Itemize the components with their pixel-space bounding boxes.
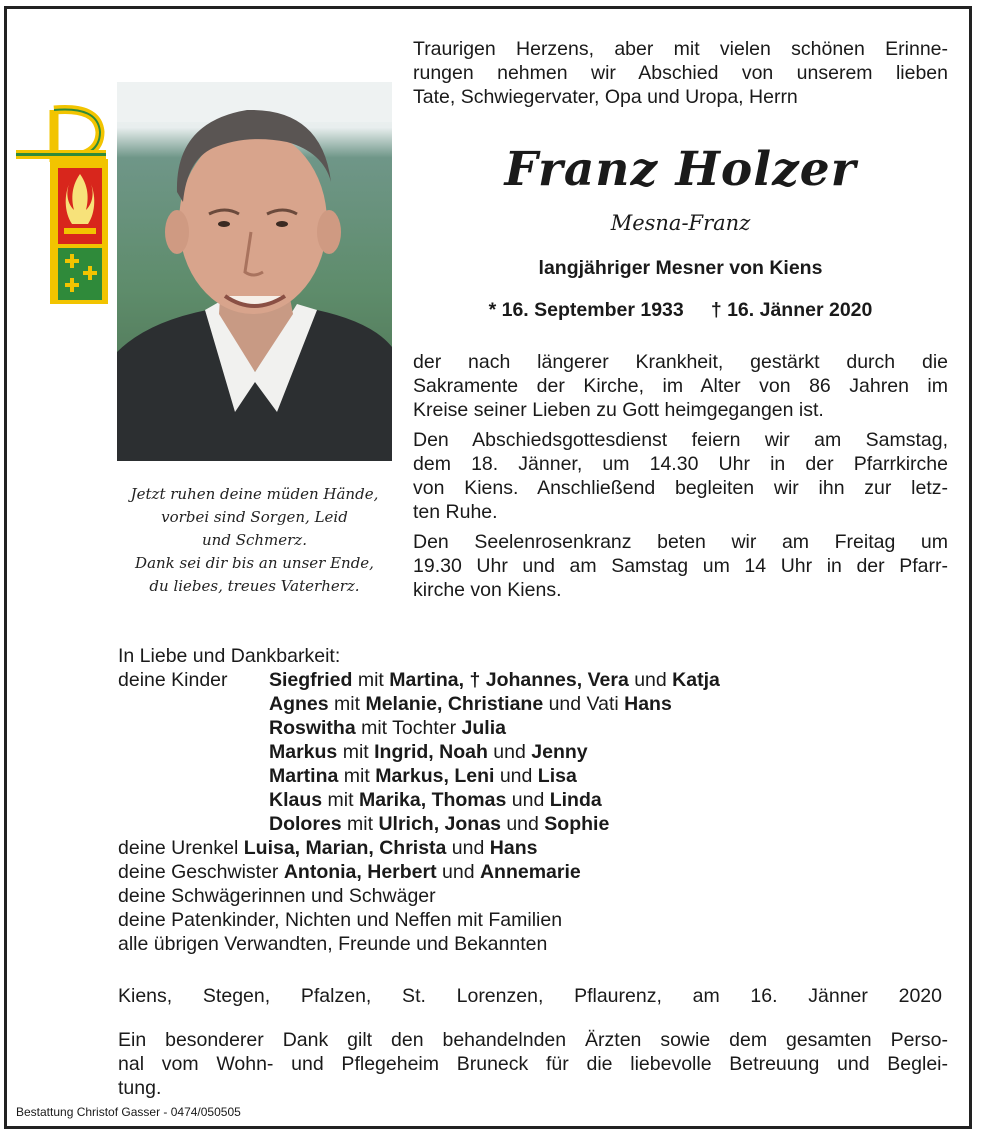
portrait-photo bbox=[117, 82, 392, 461]
paragraph-line: kirche von Kiens. bbox=[413, 579, 562, 601]
paragraph-line: Den Seelenrosenkranz beten wir am Freitag um bbox=[413, 531, 948, 553]
child-name: Dolores bbox=[269, 813, 342, 835]
poem-line: du liebes, treues Vaterherz. bbox=[149, 577, 360, 595]
connector: mit Tochter bbox=[355, 717, 462, 739]
child-name: Agnes bbox=[269, 693, 329, 715]
others-row: alle übrigen Verwandten, Freunde und Bekannten bbox=[118, 933, 548, 955]
partner-names: Marika, Thomas bbox=[358, 789, 507, 811]
death-date: † 16. Jänner 2020 bbox=[710, 299, 873, 321]
intro-line: Traurigen Herzens, aber mit vielen schönen Erinne- bbox=[413, 38, 948, 60]
child-name: Roswitha bbox=[269, 717, 356, 739]
siblings-label: deine Geschwister bbox=[118, 861, 284, 883]
life-dates bbox=[413, 297, 948, 323]
siblings-names: Antonia, Herbert bbox=[283, 861, 437, 883]
intro-line: rungen nehmen wir Abschied von unserem lieben bbox=[413, 62, 948, 84]
children-row bbox=[118, 668, 720, 692]
thanks-text bbox=[118, 1028, 948, 1100]
connector: und bbox=[628, 669, 673, 691]
last-name: Sophie bbox=[544, 813, 610, 835]
poem-line: Jetzt ruhen deine müden Hände, bbox=[130, 485, 379, 503]
children-row bbox=[118, 740, 720, 764]
paragraph-rosary bbox=[413, 530, 948, 602]
paragraph-line: Sakramente der Kirche, im Alter von 86 Jahren im bbox=[413, 375, 948, 397]
greatgrandchildren-last: Hans bbox=[489, 837, 538, 859]
intro-text bbox=[413, 37, 948, 109]
poem-line: vorbei sind Sorgen, Leid bbox=[161, 508, 348, 526]
connector: mit bbox=[341, 813, 379, 835]
paragraph-line: Kreise seiner Lieben zu Gott heimgegangen ist. bbox=[413, 399, 824, 421]
greatgrandchildren-names: Luisa, Marian, Christa bbox=[243, 837, 447, 859]
child-name: Klaus bbox=[269, 789, 323, 811]
thanks-line: Ein besonderer Dank gilt den behandelnden Ärzten sowie dem gesamten Perso- bbox=[118, 1029, 948, 1051]
poem-line: Dank sei dir bis an unser Ende, bbox=[135, 554, 374, 572]
paragraph-line: von Kiens. Anschließend begleiten wir ihn zur letz- bbox=[413, 477, 948, 499]
paragraph-line: Den Abschiedsgottesdienst feiern wir am Samstag, bbox=[413, 429, 948, 451]
paragraph-line: ten Ruhe. bbox=[413, 501, 498, 523]
connector: und bbox=[494, 765, 538, 787]
greatgrandchildren-label: deine Urenkel bbox=[118, 837, 244, 859]
inlaws-row: deine Schwägerinnen und Schwäger bbox=[118, 885, 436, 907]
partner-names: Melanie, Christiane bbox=[365, 693, 544, 715]
last-name: Lisa bbox=[537, 765, 577, 787]
partner-names: Ingrid, Noah bbox=[374, 741, 488, 763]
family-list bbox=[118, 644, 720, 956]
connector: und bbox=[500, 813, 545, 835]
last-name: Linda bbox=[549, 789, 602, 811]
last-name: Katja bbox=[672, 669, 720, 691]
nickname: Mesna-Franz bbox=[610, 211, 751, 235]
children-label: deine Kinder bbox=[118, 669, 228, 691]
paragraph-line: der nach längerer Krankheit, gestärkt durch die bbox=[413, 351, 948, 373]
connector: mit bbox=[328, 693, 366, 715]
partner-names: Markus, Leni bbox=[375, 765, 495, 787]
last-name: Jenny bbox=[531, 741, 588, 763]
poem-line: und Schmerz. bbox=[202, 531, 307, 549]
thanks-line: tung. bbox=[118, 1077, 162, 1099]
partner-names: Ulrich, Jonas bbox=[378, 813, 501, 835]
place-date: Kiens, Stegen, Pfalzen, St. Lorenzen, Pflaurenz, am 16. Jänner 2020 bbox=[118, 985, 942, 1007]
role: langjähriger Mesner von Kiens bbox=[538, 257, 823, 279]
family-intro: In Liebe und Dankbarkeit: bbox=[118, 645, 341, 667]
children-row bbox=[118, 788, 720, 812]
connector: mit bbox=[338, 765, 376, 787]
birth-date: * 16. September 1933 bbox=[488, 299, 684, 321]
godchildren-row: deine Patenkinder, Nichten und Neffen mit Familien bbox=[118, 909, 563, 931]
connector: und bbox=[446, 837, 490, 859]
child-name: Markus bbox=[269, 741, 338, 763]
siblings-row bbox=[118, 860, 720, 884]
connector: und bbox=[436, 861, 480, 883]
children-row bbox=[118, 692, 720, 716]
greatgrandchildren-row bbox=[118, 836, 720, 860]
partner-names: Julia bbox=[461, 717, 506, 739]
paragraph-funeral bbox=[413, 428, 948, 524]
children-row bbox=[118, 764, 720, 788]
funeral-home-footer: Bestattung Christof Gasser - 0474/050505 bbox=[16, 1105, 241, 1119]
poem bbox=[112, 483, 397, 598]
child-name: Siegfried bbox=[269, 669, 353, 691]
child-name: Martina bbox=[269, 765, 339, 787]
connector: mit bbox=[322, 789, 359, 811]
connector: und bbox=[487, 741, 532, 763]
intro-line: Tate, Schwiegervater, Opa und Uropa, Herrn bbox=[413, 86, 798, 108]
connector: mit bbox=[352, 669, 390, 691]
connector: und Vati bbox=[543, 693, 625, 715]
children-row bbox=[118, 812, 720, 836]
paragraph-line: 19.30 Uhr und am Samstag um 14 Uhr in der Pfarr- bbox=[413, 555, 948, 577]
siblings-last: Annemarie bbox=[479, 861, 581, 883]
paragraph-death bbox=[413, 350, 948, 422]
deceased-name: Franz Holzer bbox=[504, 142, 857, 197]
partner-names: Martina, † Johannes, Vera bbox=[389, 669, 629, 691]
connector: und bbox=[506, 789, 550, 811]
thanks-line: nal vom Wohn- und Pflegeheim Bruneck für die liebevolle Betreuung und Beglei- bbox=[118, 1053, 948, 1075]
paragraph-line: dem 18. Jänner, um 14.30 Uhr in der Pfarrkirche bbox=[413, 453, 948, 475]
chi-rho-cross-icon bbox=[14, 102, 108, 304]
connector: mit bbox=[337, 741, 375, 763]
last-name: Hans bbox=[624, 693, 672, 715]
children-row bbox=[118, 716, 720, 740]
